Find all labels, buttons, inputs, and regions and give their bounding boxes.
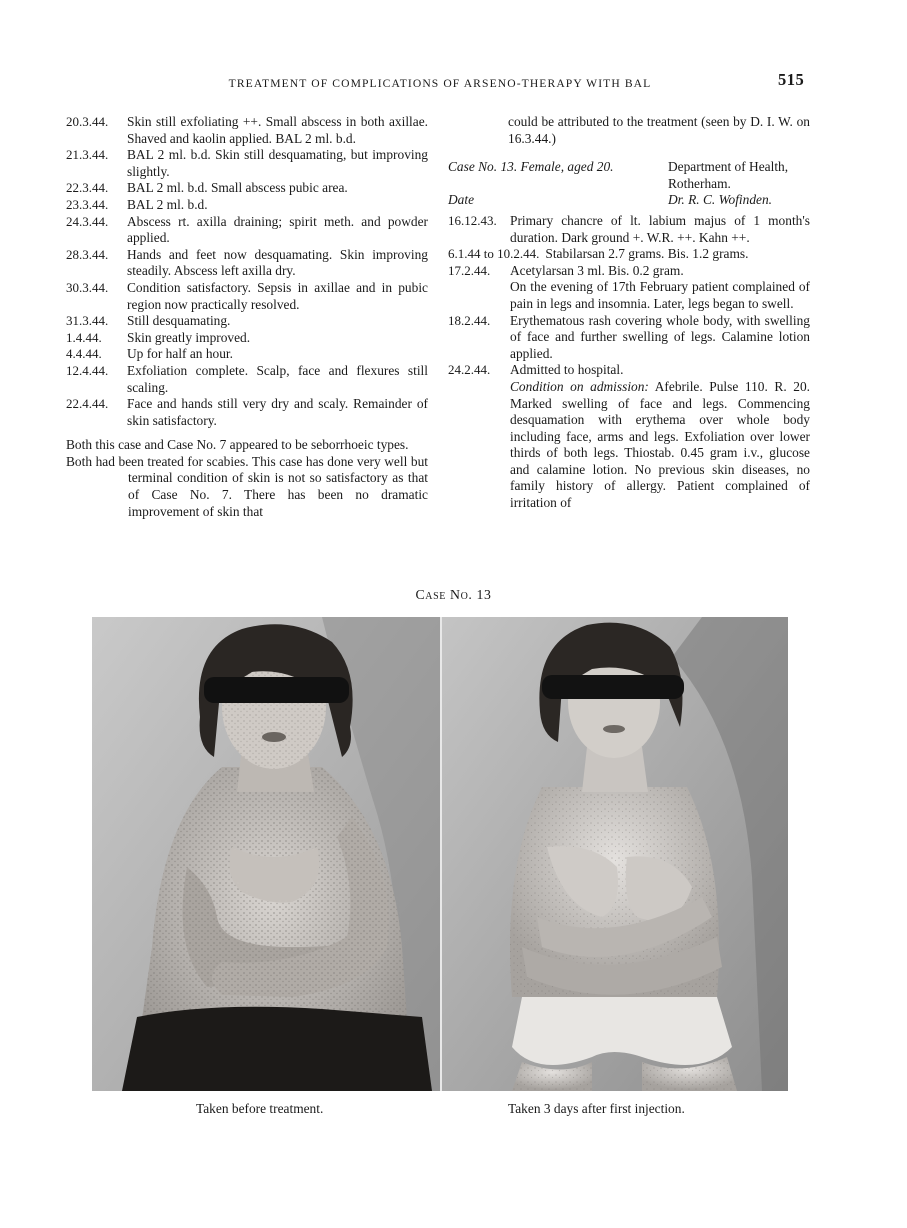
entry-text: Erythematous rash covering whole body, with swelling of face and further swelling of legs. Calamine lotion applied. [510, 312, 810, 361]
case-entry [66, 197, 428, 214]
figure-photographs [92, 617, 788, 1091]
left-column [66, 114, 428, 520]
photo-caption-after: Taken 3 days after first injection. [508, 1101, 685, 1116]
doctor-name: Dr. R. C. Wofinden. [668, 192, 773, 208]
case-entry [66, 396, 428, 429]
photo-after-image [442, 617, 788, 1091]
entry-text: Hands and feet now desquamating. Skin improving steadily. Abscess left axilla dry. [127, 246, 428, 279]
entry-date: 20.3.44. [66, 114, 109, 129]
entry-date: 28.3.44. [66, 246, 109, 262]
admission-text: Afebrile. Pulse 110. R. 20. Marked swelling of face and legs. Commencing desquamation with erythema over whole body including face, arms and legs. Exfoliation over lower thirds of both legs. Thiostab. 0.45 gram i.v., glucose and calamine lotion. No previous skin diseases, no family history of allergy. Patient complained of irritation of [510, 378, 810, 511]
case-entry [66, 114, 428, 147]
case-entry [66, 313, 428, 330]
department-line: Rotherham. [668, 175, 731, 191]
entry-date: 22.4.44. [66, 396, 109, 412]
case-entry [66, 280, 428, 313]
note-paragraph: Both this case and Case No. 7 appeared to be seborrhoeic types. [66, 437, 409, 453]
right-column [448, 114, 810, 512]
entry-text: Still desquamating. [127, 313, 231, 329]
case-entry [66, 147, 428, 180]
entry-paragraph: On the evening of 17th February patient complained of pain in legs and insomnia. Later, legs began to swell. [510, 279, 810, 311]
case-entry [448, 313, 810, 363]
entry-date: 31.3.44. [66, 313, 109, 329]
entry-date: 24.2.44. [448, 362, 491, 378]
entry-date: 30.3.44. [66, 279, 109, 295]
running-head: TREATMENT OF COMPLICATIONS OF ARSENO-THERAPY WITH BAL [228, 77, 652, 90]
date-label-row [448, 192, 810, 209]
admission-paragraph [448, 379, 810, 512]
case-heading [448, 159, 810, 192]
case-entry [448, 213, 810, 246]
case-entry [448, 362, 810, 379]
case-entry [66, 180, 428, 197]
entry-date: 12.4.44. [66, 362, 109, 378]
photo-before-image [92, 617, 440, 1091]
department [668, 159, 810, 192]
note-paragraph: Both had been treated for scabies. This case has done very well but terminal condition of skin is not so satisfactory as that of Case No. 7. There has been no dramatic improvement of skin that [66, 453, 428, 519]
entry-text: Exfoliation complete. Scalp, face and flexures still scaling. [127, 362, 428, 395]
entry-text: Up for half an hour. [127, 346, 233, 362]
entry-text: BAL 2 ml. b.d. Skin still desquamating, but improving slightly. [127, 147, 428, 179]
entry-text: Skin greatly improved. [127, 329, 251, 345]
entry-text: Abscess rt. axilla draining; spirit meth. and powder applied. [127, 213, 428, 246]
entry-date: 4.4.44. [66, 346, 102, 362]
entry-date: 16.12.43. [448, 212, 497, 228]
case-entry [66, 363, 428, 396]
department-line: Department of Health, [668, 159, 789, 175]
photo-before-treatment [92, 617, 440, 1091]
entry-text: Primary chancre of lt. labium majus of 1 month's duration. Dark ground +. W.R. ++. Kahn ++. [510, 212, 810, 245]
case-title: Case No. 13. Female, aged 20. [448, 159, 614, 175]
entry-text: BAL 2 ml. b.d. Small abscess pubic area. [127, 180, 348, 196]
admission-label: Condition on admission: [510, 378, 649, 394]
continuation-paragraph: could be attributed to the treatment (seen by D. I. W. on 16.3.44.) [508, 114, 810, 146]
entry-date: 21.3.44. [66, 147, 109, 163]
entry-date: 6.1.44 to 10.2.44. [448, 246, 540, 262]
case-entry [66, 247, 428, 280]
entry-text: Face and hands still very dry and scaly. Remainder of skin satisfactory. [127, 396, 428, 428]
page-number: 515 [778, 70, 805, 89]
entry-date: 17.2.44. [448, 262, 491, 278]
photo-after-injection [442, 617, 788, 1091]
photo-caption-before: Taken before treatment. [196, 1101, 324, 1116]
entry-text: Stabilarsan 2.7 grams. Bis. 1.2 grams. [545, 246, 749, 262]
case-entry [66, 330, 428, 347]
entry-date: 18.2.44. [448, 312, 491, 328]
case-entry [448, 263, 810, 280]
entry-text: BAL 2 ml. b.d. [127, 196, 208, 212]
date-label: Date [448, 192, 475, 208]
entry-date: 23.3.44. [66, 196, 109, 212]
figure-title: Case No. 13 [415, 587, 492, 602]
entry-date: 1.4.44. [66, 329, 102, 345]
entry-date: 22.3.44. [66, 180, 109, 196]
case-entry [66, 214, 428, 247]
entry-text: Skin still exfoliating ++. Small abscess in both axillae. Shaved and kaolin applied. BAL 2 ml. b.d. [127, 114, 428, 146]
case-entry [448, 246, 810, 263]
entry-text: Condition satisfactory. Sepsis in axillae and in pubic region now practically resolved. [127, 279, 428, 312]
entry-date: 24.3.44. [66, 213, 109, 229]
case-entry [66, 346, 428, 363]
entry-text: Admitted to hospital. [510, 362, 624, 378]
entry-text: Acetylarsan 3 ml. Bis. 0.2 gram. [510, 262, 684, 278]
